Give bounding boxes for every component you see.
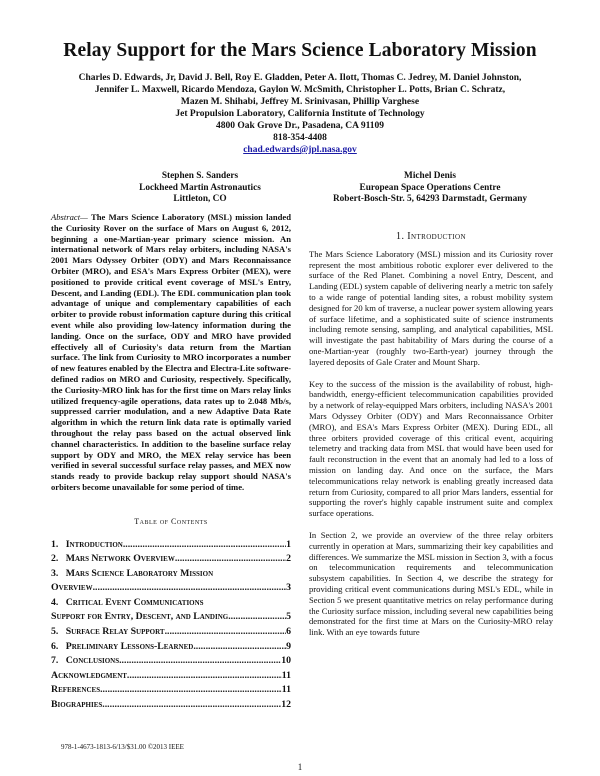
section-heading: 1. Introduction [396,231,466,242]
toc-item[interactable]: 7. Conclusions ..... 10 [51,654,291,669]
author-line: Jennifer L. Maxwell, Ricardo Mendoza, Gaylon W. McSmith, Christopher L. Potts, Brian C. Schratz, [94,85,506,95]
toc-item[interactable]: 1. Introduction ..... 1 [51,538,291,553]
paper-title: Relay Support for the Mars Science Laboratory Mission [63,40,537,61]
copyright-code: 978-1-4673-1813-6/13/$31.00 ©2013 IEEE [61,743,184,751]
toc-item[interactable]: Biographies ..... 12 [51,698,291,713]
affiliation-line: Jet Propulsion Laboratory, California Institute of Technology [175,109,425,119]
coauthor-location: Robert-Bosch-Str. 5, 64293 Darmstadt, Germany [332,194,528,204]
body-paragraph: In Section 2, we provide an overview of the three relay orbiters currently in operation at Mars, summarizing their key capabilities and differences. We summarize the MSL mission in Section 3, with a focus on telecommunication requirements and telecommunication subsystem capabilities. In Section 4, we describe the strategy for providing critical event communications during MSL's EDL, while in Section 5 we present quantitative metrics on relay performance during the Curiosity surface mission, including several new capabilities being demonstrated for the first time at Mars on the Curiosity-MRO relay link. With an eye towards future [309,529,553,638]
coauthor-name: Stephen S. Sanders [161,171,239,181]
toc-item[interactable]: 6. Preliminary Lessons-Learned ..... 9 [51,640,291,655]
toc-item-continued[interactable]: Overview ..... 3 [51,581,291,596]
toc-item[interactable]: 5. Surface Relay Support ..... 6 [51,625,291,640]
right-column [309,212,553,649]
page-number: 1 [297,762,303,772]
body-paragraph: Key to the success of the mission is the availability of robust, high-bandwidth, energy-efficient telecommunication capabilities provided by a network of relay-equipped Mars orbiters, including NASA's 2001 Mars Odyssey Orbiter (ODY) and Mars Reconnaissance Orbiter (MRO), and ESA's Mars Express Orbiter (MEX). During EDL, all three orbiters provided coverage of this critical event, acquiring telemetry and tracking data from MSL that would have been used for fault reconstruction in the event that an anomaly had led to a loss of mission on landing day. And once on the surface, the Mars telecommunications relay network is enabling greatly increased data return from Curiosity, compared to all prior Mars landers, essential for supporting the rover's highly capable instrument suite and complex surface operations. [309,378,553,519]
left-column [51,212,291,713]
author-line: Mazen M. Shihabi, Jeffrey M. Srinivasan, Phillip Varghese [180,97,420,107]
abstract: Abstract— The Mars Science Laboratory (MSL) mission landed the Curiosity Rover on the surface of Mars on August 6, 2012, beginning a one-Martian-year primary science mission. An international network of Mars relay orbiters, including NASA's 2001 Mars Odyssey Orbiter (ODY) and Mars Reconnaissance Orbiter (MRO), and ESA's Mars Express Orbiter (MEX), were positioned to provide critical event coverage of MSL's Entry, Descent, and Landing (EDL). The EDL communication plan took advantage of unique and complementary capabilities of each orbiter to provide robust information capture during this critical event while also providing low-latency information during the landing. Once on the surface, ODY and MRO have provided effectively all of Curiosity's data return from the Martian surface. The link from Curiosity to MRO incorporates a number of new features enabled by the Electra and Electra-Lite software-defined radios on MRO and Curiosity, respectively. Specifically, the Curiosity-MRO link has for the first time on Mars relay links utilized frequency-agile operations, data rates up to 2.048 Mb/s, suppressed carrier modulation, and a new Adaptive Data Rate algorithm in which the return link data rate is optimally varied throughout the relay pass based on the actual observed link channel characteristics. In addition to the baseline surface relay support by ODY and MRO, the MEX relay service has been verified in several successful surface relay passes, and MEX now stands ready to provide backup relay support should NASA's orbiters become unavailable for some period of time. [51,212,292,492]
abstract-lead: Abstract [51,212,81,222]
coauthor-org: European Space Operations Centre [359,182,501,193]
table-of-contents [51,538,291,713]
author-line: Charles D. Edwards, Jr, David J. Bell, Roy E. Gladden, Peter A. Ilott, Thomas C. Jedrey, M. Daniel Johnston, [78,73,522,83]
phone-line: 818-354-4408 [273,133,327,143]
affiliation-left [100,171,300,206]
author-block [30,72,570,156]
toc-item[interactable]: 2. Mars Network Overview ..... 2 [51,552,291,567]
address-line: 4800 Oak Grove Dr., Pasadena, CA 91109 [215,121,385,131]
coauthor-location: Littleton, CO [173,194,227,204]
toc-item[interactable]: 4. Critical Event Communications [51,596,204,608]
toc-item[interactable]: References ..... 11 [51,683,291,698]
body-paragraph: The Mars Science Laboratory (MSL) mission and its Curiosity rover represent the most ambitious robotic explorer ever delivered to the surface of the Red Planet. Combining a novel Entry, Descent, and Landing (EDL) system capable of delivering nearly a metric ton safely to a wide range of potential landing sites, a robust mobility system designed for 20 km of traverse, a nuclear power system allowing years of surface lifetime, and a sophisticated suite of science instruments including remote sensing, sampling, and analytical capabilities, MSL will investigate the past habitability of Mars during the course of a one-Martian-year (roughly two-Earth-year) journey through the layered deposits of Gale Crater and Mount Sharp. [309,248,553,367]
email-link[interactable]: chad.edwards@jpl.nasa.gov [243,145,357,155]
toc-item[interactable]: 3. Mars Science Laboratory Mission [51,567,214,579]
affiliation-right [310,171,550,206]
coauthor-name: Michel Denis [404,171,456,181]
coauthor-org: Lockheed Martin Astronautics [139,182,261,193]
toc-item[interactable]: Acknowledgment ..... 11 [51,669,291,684]
toc-item-continued[interactable]: Support for Entry, Descent, and Landing ..... 5 [51,610,291,625]
abstract-body: The Mars Science Laboratory (MSL) mission landed the Curiosity Rover on the surface of Mars on August 6, 2012, beginning a one-Martian-year primary science mission. An international network of Mars relay orbiters, including NASA's 2001 Mars Odyssey Orbiter (ODY) and Mars Reconnaissance Orbiter (MRO), and ESA's Mars Express Orbiter (MEX), were positioned to provide critical event coverage of MSL's Entry, Descent, and Landing (EDL). The EDL communication plan took advantage of unique and complementary capabilities of each orbiter to provide robust information capture during this critical event while also providing low-latency information during the landing. Once on the surface, ODY and MRO have provided effectively all of Curiosity's data return from the Martian surface. The link from Curiosity to MRO incorporates a number of new features enabled by the Electra and Electra-Lite software-defined radios on MRO and Curiosity, respectively. Specifically, the Curiosity-MRO link has for the first time on Mars relay links utilized frequency-agile operations, data rates up to 2.048 Mb/s, suppressed carrier modulation, and a new Adaptive Data Rate algorithm in which the return link data rate is optimally varied throughout the relay pass based on the actual observed link channel characteristics. In addition to the baseline surface relay support by ODY and MRO, the MEX relay service has been verified in several successful surface relay passes, and MEX now stands ready to provide backup relay support should NASA's orbiters become unavailable for some period of time. [51,212,292,492]
toc-title: Table of Contents [134,516,208,526]
